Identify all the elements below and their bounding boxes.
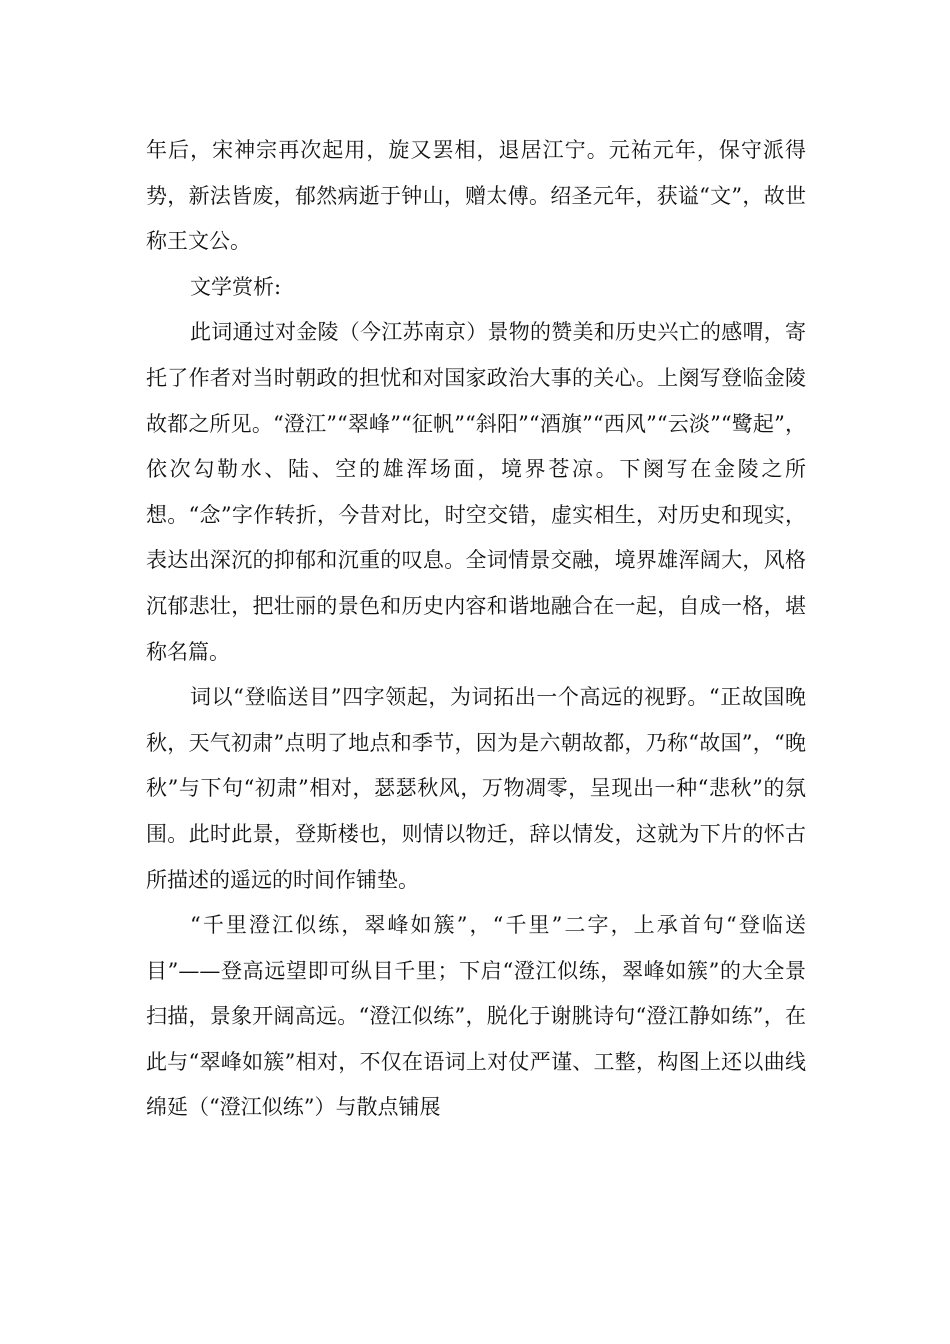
paragraph-biography-end: 年后，宋神宗再次起用，旋又罢相，退居江宁。元祐元年，保守派得势，新法皆废，郁然病逝于钟山，赠太傅。绍圣元年，获谥“文”，故世称王文公。	[146, 138, 806, 254]
document-page	[146, 128, 806, 1131]
section-heading-literary-analysis: 文学赏析:	[190, 274, 282, 299]
paragraph-opening-line: 词以“登临送目”四字领起，为词拓出一个高远的视野。“正故国晚秋，天气初肃”点明了地点和季节，因为是六朝故都，乃称“故国”，“晚秋”与下句“初肃”相对，瑟瑟秋风，万物凋零，呈现出一种“悲秋”的氛围。此时此景，登斯楼也，则情以物迁，辞以情发，这就为下片的怀古所描述的遥远的时间作铺垫。	[146, 685, 806, 892]
paragraph-qianli-line: “千里澄江似练，翠峰如簇”，“千里”二字，上承首句“登临送目”——登高远望即可纵目千里；下启“澄江似练，翠峰如簇”的大全景扫描，景象开阔高远。“澄江似练”，脱化于谢朓诗句“澄江静如练”，在此与“翠峰如簇”相对，不仅在语词上对仗严谨、工整，构图上还以曲线绵延（“澄江似练”）与散点铺展	[146, 913, 806, 1120]
paragraph-analysis-overview: 此词通过对金陵（今江苏南京）景物的赞美和历史兴亡的感喟，寄托了作者对当时朝政的担忧和对国家政治大事的关心。上阕写登临金陵故都之所见。“澄江”“翠峰”“征帆”“斜阳”“酒旗”“西风”“云淡”“鹭起”，依次勾勒水、陆、空的雄浑场面，境界苍凉。下阕写在金陵之所想。“念”字作转折，今昔对比，时空交错，虚实相生，对历史和现实，表达出深沉的抑郁和沉重的叹息。全词情景交融，境界雄浑阔大，风格沉郁悲壮，把壮丽的景色和历史内容和谐地融合在一起，自成一格，堪称名篇。	[146, 320, 806, 664]
